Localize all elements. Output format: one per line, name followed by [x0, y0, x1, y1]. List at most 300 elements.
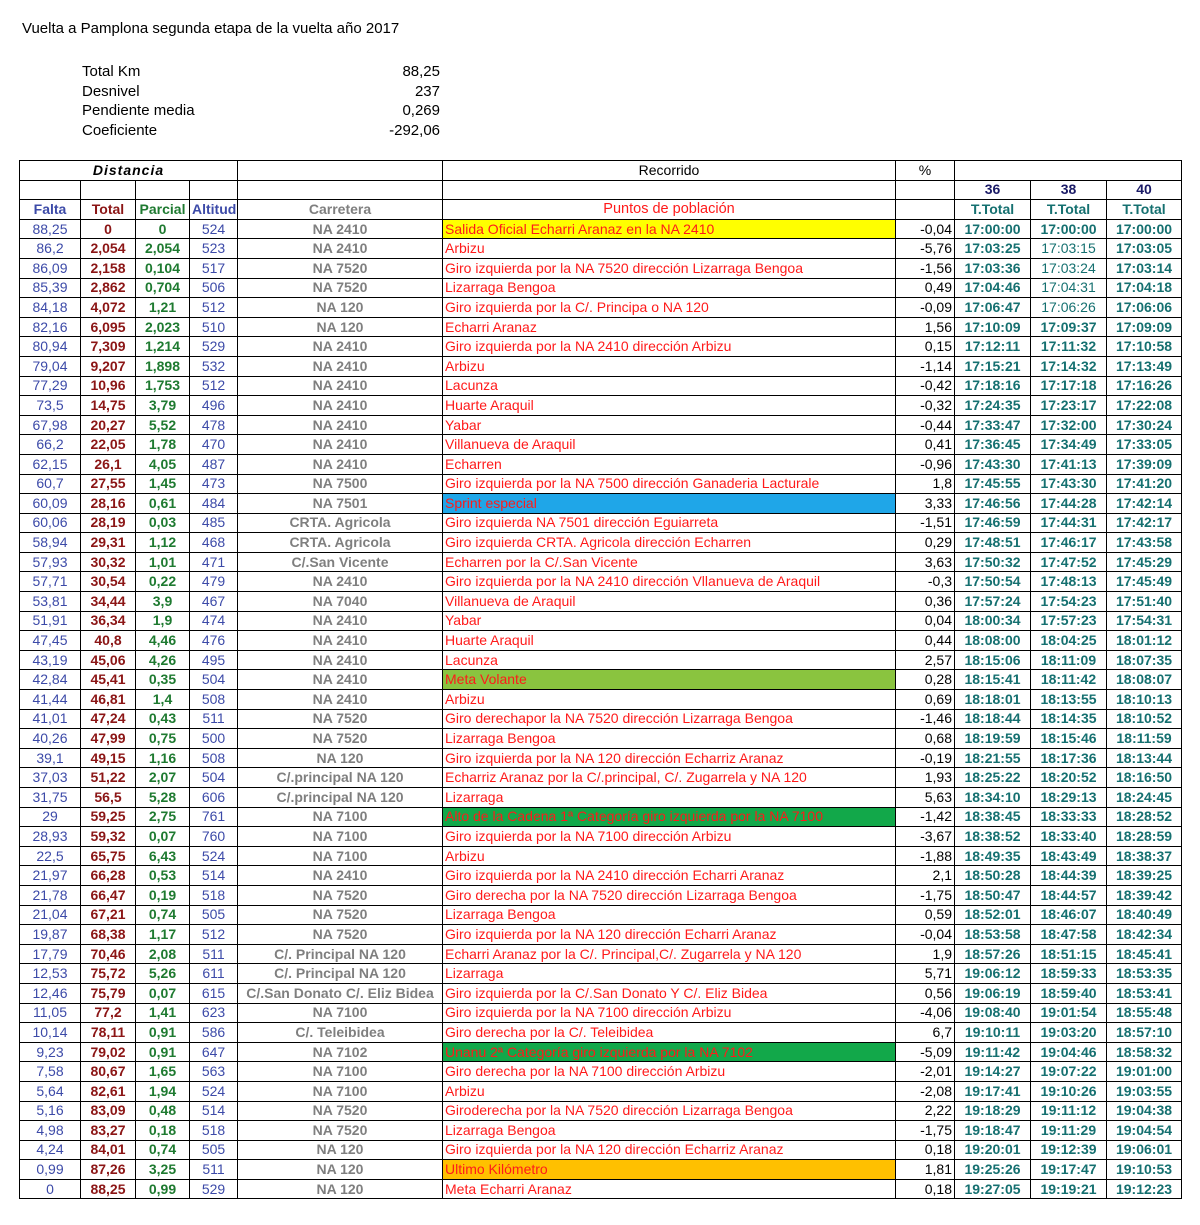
carretera-cell: NA 7520 — [238, 885, 443, 905]
parcial-cell: 0,35 — [136, 670, 190, 690]
carretera-cell: NA 2410 — [238, 690, 443, 710]
falta-cell: 31,75 — [20, 788, 81, 808]
total-cell: 22,05 — [81, 435, 136, 455]
punto-cell: Giro izquierda por la NA 2410 dirección Echarri Aranaz — [443, 866, 896, 886]
time-36-cell: 19:18:29 — [955, 1101, 1031, 1121]
punto-cell: Lacunza — [443, 650, 896, 670]
parcial-cell: 0,22 — [136, 572, 190, 592]
punto-cell: Echarriz Aranaz por la C/.principal, C/. Zugarrela y NA 120 — [443, 768, 896, 788]
time-36-cell: 18:50:47 — [955, 885, 1031, 905]
pct-header: % — [896, 161, 955, 181]
time-38-cell: 18:15:46 — [1031, 729, 1107, 749]
header-blank-cell — [238, 180, 443, 200]
table-row — [20, 846, 1182, 866]
total-cell: 46,81 — [81, 690, 136, 710]
total-cell: 87,26 — [81, 1160, 136, 1180]
carretera-cell: C/. Principal NA 120 — [238, 944, 443, 964]
punto-cell: Giro izquierda por la C/. Principa o NA 120 — [443, 298, 896, 318]
punto-cell: Arbizu — [443, 239, 896, 259]
falta-cell: 82,16 — [20, 317, 81, 337]
total-cell: 68,38 — [81, 925, 136, 945]
parcial-cell: 1,41 — [136, 1003, 190, 1023]
altitud-cell: 479 — [190, 572, 238, 592]
punto-cell: Ultimo Kilómetro — [443, 1160, 896, 1180]
carretera-cell: C/. Principal NA 120 — [238, 964, 443, 984]
punto-cell: Yabar — [443, 415, 896, 435]
parcial-cell: 1,898 — [136, 356, 190, 376]
carretera-cell: NA 7520 — [238, 1101, 443, 1121]
total-cell: 28,16 — [81, 494, 136, 514]
time-38-cell: 18:59:33 — [1031, 964, 1107, 984]
altitud-cell: 524 — [190, 1081, 238, 1101]
parcial-cell: 0,104 — [136, 258, 190, 278]
altitud-cell: 514 — [190, 866, 238, 886]
total-cell: 65,75 — [81, 846, 136, 866]
altitud-cell: 500 — [190, 729, 238, 749]
time-38-cell: 17:46:17 — [1031, 533, 1107, 553]
table-row — [20, 1101, 1182, 1121]
altitud-column-header: Altitud — [190, 200, 238, 220]
pct-cell: 0,18 — [896, 1140, 955, 1160]
table-row — [20, 1003, 1182, 1023]
altitud-cell: 508 — [190, 690, 238, 710]
pct-cell: 1,56 — [896, 317, 955, 337]
pct-cell: 0,28 — [896, 670, 955, 690]
header-blank-cell — [190, 180, 238, 200]
time-40-cell: 17:13:49 — [1107, 356, 1182, 376]
time-40-cell: 17:06:06 — [1107, 298, 1182, 318]
pct-cell: 1,81 — [896, 1160, 955, 1180]
parcial-cell: 5,26 — [136, 964, 190, 984]
falta-cell: 66,2 — [20, 435, 81, 455]
pct-cell: 3,63 — [896, 552, 955, 572]
time-38-cell: 17:23:17 — [1031, 396, 1107, 416]
time-40-cell: 17:03:14 — [1107, 258, 1182, 278]
altitud-cell: 478 — [190, 415, 238, 435]
recorrido-header: Recorrido — [443, 161, 896, 181]
time-36-cell: 17:03:36 — [955, 258, 1031, 278]
parcial-column-header: Parcial — [136, 200, 190, 220]
falta-cell: 60,06 — [20, 513, 81, 533]
punto-cell: Arbizu — [443, 1081, 896, 1101]
time-40-cell: 18:53:41 — [1107, 983, 1182, 1003]
time-36-cell: 19:14:27 — [955, 1062, 1031, 1082]
parcial-cell: 2,054 — [136, 239, 190, 259]
parcial-cell: 0,19 — [136, 885, 190, 905]
carretera-cell: C/.San Donato C/. Eliz Bidea — [238, 983, 443, 1003]
pct-cell: 0,44 — [896, 631, 955, 651]
pct-cell: 3,33 — [896, 494, 955, 514]
time-38-cell: 17:09:37 — [1031, 317, 1107, 337]
table-row — [20, 1160, 1182, 1180]
header-blank-cell — [136, 180, 190, 200]
time-40-cell: 18:07:35 — [1107, 650, 1182, 670]
parcial-cell: 0,43 — [136, 709, 190, 729]
time-38-cell: 18:44:57 — [1031, 885, 1107, 905]
pct-cell: -0,04 — [896, 925, 955, 945]
falta-cell: 21,97 — [20, 866, 81, 886]
pct-cell: -3,67 — [896, 827, 955, 847]
total-cell: 36,34 — [81, 611, 136, 631]
table-row — [20, 1062, 1182, 1082]
time-38-cell: 19:07:22 — [1031, 1062, 1107, 1082]
pct-cell: -0,09 — [896, 298, 955, 318]
carretera-cell: C/. Teleibidea — [238, 1023, 443, 1043]
total-cell: 66,28 — [81, 866, 136, 886]
pct-cell: -0,19 — [896, 748, 955, 768]
time-38-cell: 18:59:40 — [1031, 983, 1107, 1003]
punto-cell: Giro izquierda por la NA 7520 dirección Lizarraga Bengoa — [443, 258, 896, 278]
falta-cell: 28,93 — [20, 827, 81, 847]
time-40-cell: 17:10:58 — [1107, 337, 1182, 357]
time-38-cell: 19:01:54 — [1031, 1003, 1107, 1023]
falta-cell: 4,98 — [20, 1121, 81, 1141]
table-row — [20, 513, 1182, 533]
total-cell: 77,2 — [81, 1003, 136, 1023]
punto-cell: Giro izquierda CRTA. Agricola dirección Echarren — [443, 533, 896, 553]
time-40-cell: 18:55:48 — [1107, 1003, 1182, 1023]
time-40-cell: 19:06:01 — [1107, 1140, 1182, 1160]
document-title: Vuelta a Pamplona segunda etapa de la vuelta año 2017 — [22, 20, 400, 37]
total-cell: 40,8 — [81, 631, 136, 651]
parcial-cell: 0,75 — [136, 729, 190, 749]
pct-cell: -1,56 — [896, 258, 955, 278]
table-row — [20, 983, 1182, 1003]
parcial-cell: 4,26 — [136, 650, 190, 670]
falta-cell: 57,71 — [20, 572, 81, 592]
ttotal-36-column-header: T.Total — [955, 200, 1031, 220]
total-cell: 28,19 — [81, 513, 136, 533]
time-36-cell: 17:15:21 — [955, 356, 1031, 376]
time-36-cell: 18:25:22 — [955, 768, 1031, 788]
time-36-cell: 17:03:25 — [955, 239, 1031, 259]
falta-cell: 10,14 — [20, 1023, 81, 1043]
carretera-cell: C/.San Vicente — [238, 552, 443, 572]
total-cell: 80,67 — [81, 1062, 136, 1082]
ttotal-40-column-header: T.Total — [1107, 200, 1182, 220]
falta-cell: 29 — [20, 807, 81, 827]
time-40-cell: 17:39:09 — [1107, 454, 1182, 474]
punto-cell: Lizarraga — [443, 788, 896, 808]
parcial-cell: 0,07 — [136, 827, 190, 847]
time-40-cell: 17:04:18 — [1107, 278, 1182, 298]
punto-cell: Giro izquierda por la NA 120 dirección Echarri Aranaz — [443, 925, 896, 945]
time-40-cell: 17:43:58 — [1107, 533, 1182, 553]
altitud-cell: 496 — [190, 396, 238, 416]
table-row — [20, 376, 1182, 396]
time-36-cell: 17:50:32 — [955, 552, 1031, 572]
table-row — [20, 396, 1182, 416]
pct-cell: -0,96 — [896, 454, 955, 474]
time-40-cell: 17:42:17 — [1107, 513, 1182, 533]
parcial-cell: 0,61 — [136, 494, 190, 514]
altitud-cell: 524 — [190, 219, 238, 239]
time-40-cell: 18:39:25 — [1107, 866, 1182, 886]
time-36-cell: 17:10:09 — [955, 317, 1031, 337]
parcial-cell: 4,46 — [136, 631, 190, 651]
carretera-cell: NA 7100 — [238, 807, 443, 827]
punto-cell: Giro izquierda por la NA 7100 dirección Arbizu — [443, 1003, 896, 1023]
time-40-cell: 17:51:40 — [1107, 592, 1182, 612]
total-cell: 27,55 — [81, 474, 136, 494]
carretera-cell: NA 2410 — [238, 611, 443, 631]
time-40-cell: 17:54:31 — [1107, 611, 1182, 631]
total-cell: 51,22 — [81, 768, 136, 788]
falta-cell: 17,79 — [20, 944, 81, 964]
table-row — [20, 1140, 1182, 1160]
table-row — [20, 337, 1182, 357]
parcial-cell: 0,99 — [136, 1179, 190, 1199]
time-40-cell: 19:04:38 — [1107, 1101, 1182, 1121]
table-row — [20, 435, 1182, 455]
time-38-cell: 18:17:36 — [1031, 748, 1107, 768]
total-cell: 2,862 — [81, 278, 136, 298]
pct-cell: -1,51 — [896, 513, 955, 533]
carretera-cell: NA 7100 — [238, 1062, 443, 1082]
parcial-cell: 1,21 — [136, 298, 190, 318]
summary-label: Total Km — [82, 63, 141, 80]
pct-cell: 5,63 — [896, 788, 955, 808]
parcial-cell: 1,45 — [136, 474, 190, 494]
carretera-cell: CRTA. Agricola — [238, 533, 443, 553]
punto-cell: Giro izquierda por la NA 2410 dirección Vllanueva de Araquil — [443, 572, 896, 592]
falta-cell: 21,04 — [20, 905, 81, 925]
pct-cell: -2,08 — [896, 1081, 955, 1101]
total-cell: 75,79 — [81, 983, 136, 1003]
table-row — [20, 827, 1182, 847]
pct-cell: 0,49 — [896, 278, 955, 298]
carretera-cell: NA 2410 — [238, 650, 443, 670]
punto-cell: Lizarraga Bengoa — [443, 1121, 896, 1141]
header-blank-cell — [20, 180, 81, 200]
carretera-cell: NA 2410 — [238, 435, 443, 455]
time-38-cell: 17:47:52 — [1031, 552, 1107, 572]
table-row — [20, 278, 1182, 298]
time-38-cell: 17:17:18 — [1031, 376, 1107, 396]
parcial-cell: 0,74 — [136, 1140, 190, 1160]
parcial-cell: 0,74 — [136, 905, 190, 925]
falta-cell: 12,53 — [20, 964, 81, 984]
table-row — [20, 944, 1182, 964]
punto-cell: Lacunza — [443, 376, 896, 396]
table-row — [20, 611, 1182, 631]
time-38-cell: 17:44:28 — [1031, 494, 1107, 514]
parcial-cell: 6,43 — [136, 846, 190, 866]
parcial-cell: 3,9 — [136, 592, 190, 612]
falta-cell: 9,23 — [20, 1042, 81, 1062]
carretera-cell: NA 2410 — [238, 337, 443, 357]
table-row — [20, 690, 1182, 710]
altitud-cell: 647 — [190, 1042, 238, 1062]
time-36-cell: 18:00:34 — [955, 611, 1031, 631]
total-cell: 88,25 — [81, 1179, 136, 1199]
time-38-cell: 19:11:29 — [1031, 1121, 1107, 1141]
time-40-cell: 18:53:35 — [1107, 964, 1182, 984]
punto-cell: Giro izquierda NA 7501 dirección Eguiarreta — [443, 513, 896, 533]
carretera-cell: NA 7520 — [238, 1121, 443, 1141]
time-36-cell: 17:46:59 — [955, 513, 1031, 533]
total-cell: 82,61 — [81, 1081, 136, 1101]
time-38-cell: 17:03:24 — [1031, 258, 1107, 278]
total-cell: 83,09 — [81, 1101, 136, 1121]
time-38-cell: 17:06:26 — [1031, 298, 1107, 318]
falta-cell: 4,24 — [20, 1140, 81, 1160]
total-cell: 59,32 — [81, 827, 136, 847]
time-38-cell: 19:10:26 — [1031, 1081, 1107, 1101]
altitud-cell: 487 — [190, 454, 238, 474]
time-38-cell: 19:04:46 — [1031, 1042, 1107, 1062]
parcial-cell: 1,94 — [136, 1081, 190, 1101]
carretera-cell: NA 2410 — [238, 572, 443, 592]
falta-cell: 67,98 — [20, 415, 81, 435]
table-row — [20, 592, 1182, 612]
pct-cell: -0,3 — [896, 572, 955, 592]
time-40-cell: 18:42:34 — [1107, 925, 1182, 945]
altitud-cell: 524 — [190, 846, 238, 866]
total-cell: 10,96 — [81, 376, 136, 396]
altitud-cell: 510 — [190, 317, 238, 337]
time-36-cell: 18:15:41 — [955, 670, 1031, 690]
time-36-cell: 17:24:35 — [955, 396, 1031, 416]
header-blank-cell — [238, 161, 443, 181]
altitud-cell: 615 — [190, 983, 238, 1003]
total-cell: 70,46 — [81, 944, 136, 964]
pct-cell: 1,9 — [896, 944, 955, 964]
parcial-cell: 2,75 — [136, 807, 190, 827]
punto-cell: Giro derecha por la C/. Teleibidea — [443, 1023, 896, 1043]
table-row — [20, 964, 1182, 984]
pct-cell: -4,06 — [896, 1003, 955, 1023]
falta-cell: 40,26 — [20, 729, 81, 749]
time-36-cell: 17:06:47 — [955, 298, 1031, 318]
punto-cell: Alto de la Cadena 1ª Categoría giro izquierda por la NA 7100 — [443, 807, 896, 827]
table-row — [20, 494, 1182, 514]
pct-cell: 0,59 — [896, 905, 955, 925]
falta-cell: 41,44 — [20, 690, 81, 710]
pct-cell: -1,42 — [896, 807, 955, 827]
parcial-cell: 0,91 — [136, 1023, 190, 1043]
time-36-cell: 18:18:01 — [955, 690, 1031, 710]
time-36-cell: 17:50:54 — [955, 572, 1031, 592]
time-38-cell: 17:54:23 — [1031, 592, 1107, 612]
summary-label: Coeficiente — [82, 121, 158, 139]
table-row — [20, 670, 1182, 690]
time-36-cell: 18:50:28 — [955, 866, 1031, 886]
time-38-cell: 19:19:21 — [1031, 1179, 1107, 1199]
altitud-cell: 471 — [190, 552, 238, 572]
time-36-cell: 18:34:10 — [955, 788, 1031, 808]
total-cell: 2,158 — [81, 258, 136, 278]
time-40-cell: 19:12:23 — [1107, 1179, 1182, 1199]
time-40-cell: 18:45:41 — [1107, 944, 1182, 964]
parcial-cell: 0,48 — [136, 1101, 190, 1121]
time-38-cell: 19:17:47 — [1031, 1160, 1107, 1180]
carretera-cell: NA 2410 — [238, 396, 443, 416]
parcial-cell: 1,9 — [136, 611, 190, 631]
time-38-cell: 19:12:39 — [1031, 1140, 1107, 1160]
punto-cell: Giro izquierda por la NA 7100 dirección Arbizu — [443, 827, 896, 847]
parcial-cell: 0,18 — [136, 1121, 190, 1141]
time-36-cell: 18:49:35 — [955, 846, 1031, 866]
pct-cell: 5,71 — [896, 964, 955, 984]
table-row — [20, 219, 1182, 239]
carretera-column-header: Carretera — [238, 200, 443, 220]
time-36-cell: 18:21:55 — [955, 748, 1031, 768]
table-row — [20, 729, 1182, 749]
parcial-cell: 2,08 — [136, 944, 190, 964]
altitud-cell: 517 — [190, 258, 238, 278]
parcial-cell: 2,07 — [136, 768, 190, 788]
total-cell: 2,054 — [81, 239, 136, 259]
pct-cell: 0,56 — [896, 983, 955, 1003]
table-row — [20, 1179, 1182, 1199]
time-40-cell: 17:45:49 — [1107, 572, 1182, 592]
altitud-cell: 476 — [190, 631, 238, 651]
pct-cell: -0,44 — [896, 415, 955, 435]
time-38-cell: 18:44:39 — [1031, 866, 1107, 886]
altitud-cell: 512 — [190, 298, 238, 318]
time-40-cell: 18:28:59 — [1107, 827, 1182, 847]
altitud-cell: 504 — [190, 768, 238, 788]
total-cell: 30,54 — [81, 572, 136, 592]
time-36-cell: 18:52:01 — [955, 905, 1031, 925]
time-38-cell: 17:57:23 — [1031, 611, 1107, 631]
pct-cell: -5,09 — [896, 1042, 955, 1062]
parcial-cell: 0,07 — [136, 983, 190, 1003]
summary-value: 0,269 — [402, 102, 440, 119]
altitud-cell: 474 — [190, 611, 238, 631]
summary-value: 88,25 — [402, 63, 440, 80]
time-40-cell: 17:22:08 — [1107, 396, 1182, 416]
table-row — [20, 317, 1182, 337]
falta-column-header: Falta — [20, 200, 81, 220]
header-row-columns — [20, 200, 1182, 220]
time-38-cell: 19:11:12 — [1031, 1101, 1107, 1121]
altitud-cell: 467 — [190, 592, 238, 612]
time-36-cell: 19:27:05 — [955, 1179, 1031, 1199]
time-38-cell: 17:00:00 — [1031, 219, 1107, 239]
parcial-cell: 1,753 — [136, 376, 190, 396]
table-row — [20, 866, 1182, 886]
table-row — [20, 650, 1182, 670]
carretera-cell: NA 120 — [238, 1140, 443, 1160]
falta-cell: 5,64 — [20, 1081, 81, 1101]
pct-cell: -0,42 — [896, 376, 955, 396]
falta-cell: 5,16 — [20, 1101, 81, 1121]
carretera-cell: NA 7520 — [238, 709, 443, 729]
time-40-cell: 17:16:26 — [1107, 376, 1182, 396]
falta-cell: 47,45 — [20, 631, 81, 651]
time-38-cell: 17:41:13 — [1031, 454, 1107, 474]
falta-cell: 80,94 — [20, 337, 81, 357]
pct-cell: 1,93 — [896, 768, 955, 788]
time-38-cell: 18:13:55 — [1031, 690, 1107, 710]
altitud-cell: 470 — [190, 435, 238, 455]
carretera-cell: NA 7100 — [238, 827, 443, 847]
altitud-cell: 473 — [190, 474, 238, 494]
pct-cell: -1,75 — [896, 885, 955, 905]
time-40-cell: 17:42:14 — [1107, 494, 1182, 514]
total-cell: 47,99 — [81, 729, 136, 749]
total-cell: 75,72 — [81, 964, 136, 984]
punto-cell: Huarte Araquil — [443, 396, 896, 416]
carretera-cell: CRTA. Agricola — [238, 513, 443, 533]
parcial-cell: 0,704 — [136, 278, 190, 298]
time-40-cell: 18:24:45 — [1107, 788, 1182, 808]
carretera-cell: NA 7520 — [238, 258, 443, 278]
time-40-cell: 19:03:55 — [1107, 1081, 1182, 1101]
time-40-cell: 17:03:05 — [1107, 239, 1182, 259]
